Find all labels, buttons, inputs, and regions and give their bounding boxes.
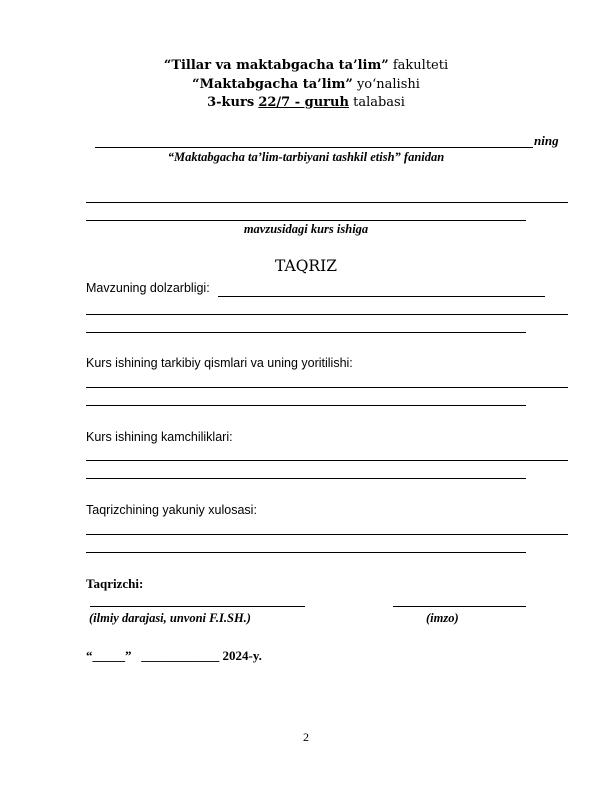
reviewer-signature-caption: (imzo) [426,611,459,625]
review-date [86,648,262,664]
student-name-blank [95,147,533,148]
conclusion-blank-line-1 [86,534,568,535]
page-number: 2 [303,730,309,744]
section-label-structure: Kurs ishining tarkibiy qismlari va uning yoritilishi: [86,356,353,370]
faculty-line [0,58,612,73]
reviewer-heading: Taqrizchi: [86,576,144,591]
course-prefix: 3-kurs [207,95,255,110]
program-suffix: yo‘nalishi [356,77,420,92]
section-label-conclusion: Taqrizchining yakuniy xulosasi: [86,503,257,517]
faculty-suffix: fakulteti [392,58,449,73]
section-label-shortcomings: Kurs ishining kamchiliklari: [86,430,233,444]
shortcomings-blank-line-2 [86,478,526,479]
date-close-quote: ” [125,648,132,663]
topic-blank-line-1 [86,202,568,203]
student-suffix: talabasi [353,95,405,110]
program-name: “Maktabgacha ta’lim” [192,77,353,92]
ning-suffix: ning [534,133,559,148]
date-year: 2024-y. [222,648,262,663]
structure-blank-line-2 [86,405,526,406]
date-month-blank: ____________ [141,648,220,663]
program-line [0,77,612,92]
conclusion-blank-line-2 [86,552,526,553]
date-open-quote: “ [86,648,93,663]
reviewer-name-caption: (ilmiy darajasi, unvoni F.I.SH.) [89,611,251,625]
topic-caption: mavzusidagi kurs ishiga [243,222,369,236]
relevance-blank-line-1 [86,314,568,315]
course-subject-title: “Maktabgacha ta’lim-tarbiyani tashkil etish” fanidan [167,150,445,164]
date-day-blank: _____ [92,648,125,663]
faculty-name: “Tillar va maktabgacha ta’lim” [163,58,389,73]
structure-blank-line-1 [86,387,568,388]
relevance-inline-blank [218,296,545,297]
topic-blank-line-2 [86,220,526,221]
course-line [0,95,612,110]
relevance-blank-line-2 [86,332,526,333]
shortcomings-blank-line-1 [86,460,568,461]
reviewer-name-blank [90,606,305,607]
page-title: TAQRIZ [275,257,337,275]
group-number: 22/7 - guruh [258,95,349,110]
section-label-relevance: Mavzuning dolzarbligi: [86,281,210,295]
reviewer-signature-blank [393,606,526,607]
